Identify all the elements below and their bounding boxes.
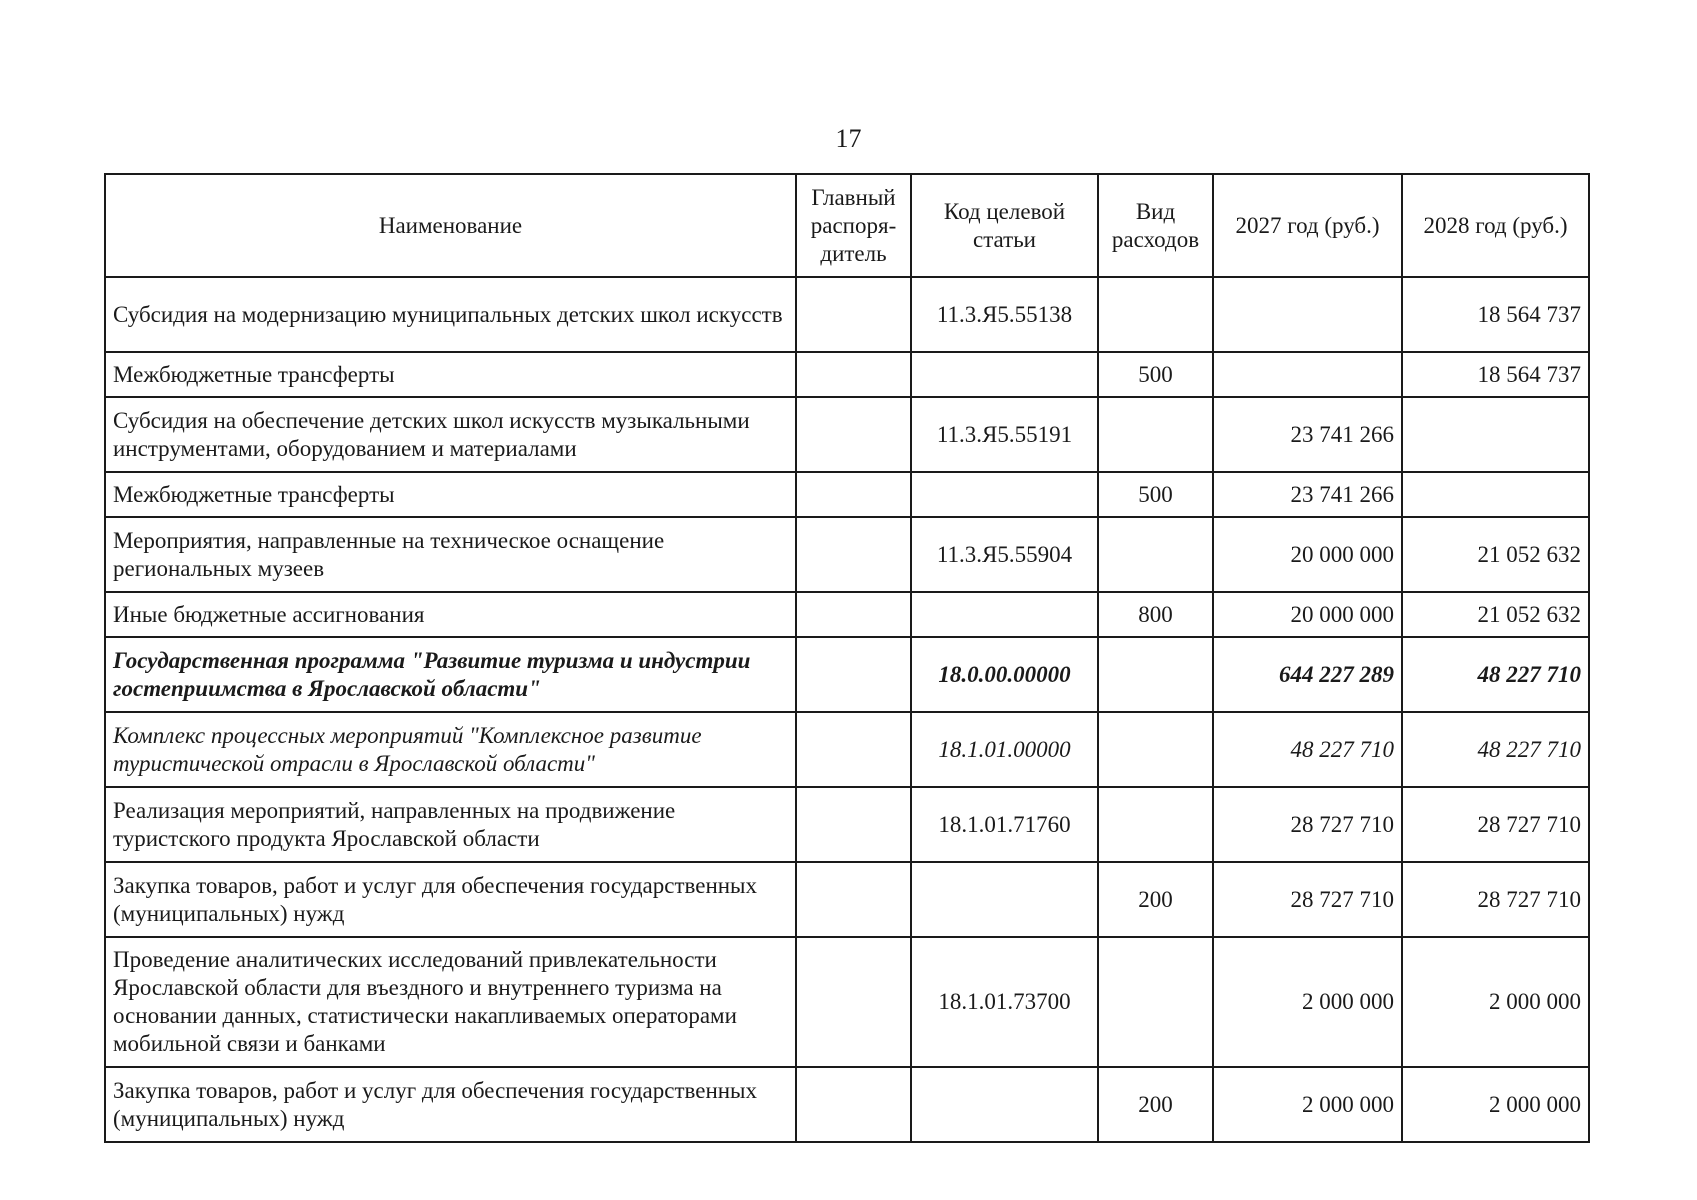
cell-code: 18.1.01.71760 — [911, 787, 1098, 862]
cell-name: Комплекс процессных мероприятий "Комплексное развитие туристической отрасли в Ярославской области" — [105, 712, 796, 787]
header-code: Код целевой статьи — [911, 174, 1098, 277]
cell-y2027: 20 000 000 — [1213, 592, 1402, 637]
header-name: Наименование — [105, 174, 796, 277]
budget-table — [104, 173, 1590, 1143]
cell-y2028: 48 227 710 — [1402, 637, 1589, 712]
cell-manager — [796, 517, 911, 592]
cell-manager — [796, 712, 911, 787]
cell-kind: 800 — [1098, 592, 1213, 637]
cell-y2027: 23 741 266 — [1213, 472, 1402, 517]
cell-kind: 200 — [1098, 1067, 1213, 1142]
cell-name: Закупка товаров, работ и услуг для обеспечения государственных (муниципальных) нужд — [105, 1067, 796, 1142]
table-row — [105, 277, 1589, 352]
table-header-row — [105, 174, 1589, 277]
table-row — [105, 472, 1589, 517]
cell-y2027: 23 741 266 — [1213, 397, 1402, 472]
table-row — [105, 1067, 1589, 1142]
cell-y2027: 28 727 710 — [1213, 862, 1402, 937]
cell-kind — [1098, 517, 1213, 592]
cell-code — [911, 862, 1098, 937]
cell-kind: 200 — [1098, 862, 1213, 937]
header-kind: Вид расходов — [1098, 174, 1213, 277]
cell-manager — [796, 637, 911, 712]
table-row — [105, 787, 1589, 862]
cell-manager — [796, 787, 911, 862]
cell-y2028: 18 564 737 — [1402, 277, 1589, 352]
cell-y2027: 48 227 710 — [1213, 712, 1402, 787]
cell-y2028: 28 727 710 — [1402, 862, 1589, 937]
cell-y2028: 2 000 000 — [1402, 1067, 1589, 1142]
header-2028: 2028 год (руб.) — [1402, 174, 1589, 277]
cell-code: 18.1.01.00000 — [911, 712, 1098, 787]
cell-name: Субсидия на модернизацию муниципальных детских школ искусств — [105, 277, 796, 352]
table-row — [105, 712, 1589, 787]
cell-name: Субсидия на обеспечение детских школ искусств музыкальными инструментами, оборудованием и материалами — [105, 397, 796, 472]
cell-code: 18.1.01.73700 — [911, 937, 1098, 1067]
cell-y2027 — [1213, 277, 1402, 352]
cell-y2028: 21 052 632 — [1402, 517, 1589, 592]
table-row — [105, 862, 1589, 937]
cell-y2028 — [1402, 397, 1589, 472]
cell-code — [911, 1067, 1098, 1142]
header-manager: Главный распоря-дитель — [796, 174, 911, 277]
cell-kind — [1098, 937, 1213, 1067]
cell-kind — [1098, 397, 1213, 472]
page-number: 17 — [835, 124, 862, 153]
cell-name: Межбюджетные трансферты — [105, 472, 796, 517]
cell-code: 11.3.Я5.55138 — [911, 277, 1098, 352]
cell-manager — [796, 862, 911, 937]
cell-code — [911, 592, 1098, 637]
cell-y2027: 644 227 289 — [1213, 637, 1402, 712]
table-row — [105, 352, 1589, 397]
cell-y2028: 18 564 737 — [1402, 352, 1589, 397]
cell-manager — [796, 277, 911, 352]
cell-code: 11.3.Я5.55191 — [911, 397, 1098, 472]
cell-kind — [1098, 787, 1213, 862]
cell-manager — [796, 352, 911, 397]
cell-code — [911, 352, 1098, 397]
header-2027: 2027 год (руб.) — [1213, 174, 1402, 277]
cell-y2028: 21 052 632 — [1402, 592, 1589, 637]
cell-y2027: 2 000 000 — [1213, 937, 1402, 1067]
cell-name: Реализация мероприятий, направленных на продвижение туристского продукта Ярославской области — [105, 787, 796, 862]
cell-name: Иные бюджетные ассигнования — [105, 592, 796, 637]
cell-manager — [796, 397, 911, 472]
cell-y2028: 28 727 710 — [1402, 787, 1589, 862]
cell-kind: 500 — [1098, 472, 1213, 517]
cell-y2027 — [1213, 352, 1402, 397]
cell-y2027: 2 000 000 — [1213, 1067, 1402, 1142]
cell-kind — [1098, 637, 1213, 712]
table-row — [105, 592, 1589, 637]
cell-y2028 — [1402, 472, 1589, 517]
cell-y2027: 28 727 710 — [1213, 787, 1402, 862]
cell-name: Мероприятия, направленные на техническое оснащение региональных музеев — [105, 517, 796, 592]
cell-manager — [796, 472, 911, 517]
cell-manager — [796, 592, 911, 637]
table-row — [105, 397, 1589, 472]
cell-name: Государственная программа "Развитие туризма и индустрии гостеприимства в Ярославской области" — [105, 637, 796, 712]
cell-manager — [796, 1067, 911, 1142]
cell-y2027: 20 000 000 — [1213, 517, 1402, 592]
cell-kind: 500 — [1098, 352, 1213, 397]
cell-name: Межбюджетные трансферты — [105, 352, 796, 397]
table-row — [105, 937, 1589, 1067]
cell-kind — [1098, 712, 1213, 787]
table-row — [105, 517, 1589, 592]
cell-name: Закупка товаров, работ и услуг для обеспечения государственных (муниципальных) нужд — [105, 862, 796, 937]
cell-code: 18.0.00.00000 — [911, 637, 1098, 712]
cell-y2028: 48 227 710 — [1402, 712, 1589, 787]
cell-manager — [796, 937, 911, 1067]
table-body — [105, 277, 1589, 1142]
cell-kind — [1098, 277, 1213, 352]
cell-y2028: 2 000 000 — [1402, 937, 1589, 1067]
cell-code — [911, 472, 1098, 517]
cell-code: 11.3.Я5.55904 — [911, 517, 1098, 592]
table-row — [105, 637, 1589, 712]
cell-name: Проведение аналитических исследований привлекательности Ярославской области для въездного и внутреннего туризма на основании данных, статистически накапливаемых операторами мобильной связи и банками — [105, 937, 796, 1067]
